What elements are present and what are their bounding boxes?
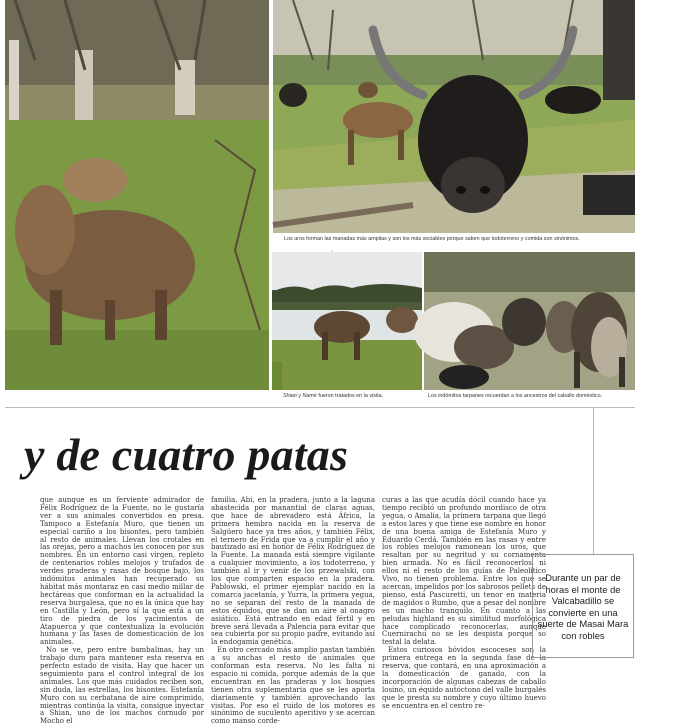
bison-pond-photo bbox=[272, 252, 422, 390]
body-column-1 bbox=[40, 496, 204, 726]
bison-name-namir: Namir bbox=[302, 393, 317, 399]
bison-name-shian: Shian bbox=[283, 393, 297, 399]
bison-herd-photo bbox=[5, 0, 269, 390]
col1-paragraph-2: No se ve, pero entre bambalinas, hay un trabajo duro para mantener esta reserva en perfecto estado de visita. Hay que hacer un seguimiento para el control integral de los animales. Los que más cuidados reciben son, sin duda, las estrellas, los bisontes. Estefanía Muro con su cerbatana de aire comprimido, mientras continúa la visita, consigue inyectar a Shian, uno de los machos cornudo por Mocho el bbox=[40, 646, 204, 726]
col1-paragraph-1: que aunque es un ferviente admirador de Félix Rodríguez de la Fuente, no le gustaría ver a sus animales convertidos en presa. Tampoco a Estefanía Muro, que tienen un especial cariño a los bisontes, pero también al resto de animales. Llevan los crotales en las orejas, pero a machos les conocen por sus nombres. En un entorno casi virgen, repleto de centenarios robles melojos y trufados de verdes praderas y rasas de bosque bajo, los indómitos animales han recuperado su hábitat más montaraz en casi medio millar de hectáreas que conforman en la actualidad la reserva burgalesa, que no es la única que hay en Castilla y León, pero sí la que está a un tiro de piedra de los yacimientos de Atapuerca y que contextualiza la evolución humana y las fases de domesticación de los animales. bbox=[40, 496, 204, 647]
caption-rest: fueron tratados en la visita. bbox=[316, 393, 384, 399]
horses-caption: Los indómitos tarpanes recuerdan a los ancestros del caballo doméstico. bbox=[428, 393, 603, 399]
headline: y de cuatro patas bbox=[24, 429, 349, 480]
col2-paragraph-2: En otro cercado más amplio pastan también a su anchas el resto de animales que conforman esta reserva. No les falta ni espacio ni comida, porque además de la que encuentran en las praderas y los bosques tienen otra suplementaria que se les aporta diariamente y también aprovechando las visitas. Por eso el ruido de los motores es sinónimo de suculento aperitivo y se acercan como manso corde- bbox=[211, 646, 375, 726]
horizontal-divider bbox=[5, 407, 635, 408]
caption-and: y bbox=[296, 393, 303, 399]
pull-quote: Durante un par de horas el monte de Valcabadillo se convierte en una suerte de Masai Mara con robles bbox=[532, 554, 634, 658]
body-column-3 bbox=[382, 496, 546, 710]
tarpan-horses-photo bbox=[424, 252, 635, 390]
col3-paragraph-2: Estos curiosos bóvidos escoceses son la primera entrega en la segunda fase de la reserva, que contará, en una aproximación a la domesticación de ganado, con la incorporación de algunas cabezas de caballo losino, un équido autóctono del valle burgalés que le presta su nombre y cuyo último huevo se encuentra en el centro re- bbox=[382, 646, 546, 710]
bison-names-caption bbox=[283, 393, 423, 400]
col2-paragraph-1: familia. Abi, en la pradera, junto a la laguna abastecida por manantial de claras aguas, que hace de abrevadero está África, la primera hembra nacida en la reserva de Salgüero hace ya tres años, y también Félix, el ternero de Frida que va a cumplir el año y bautizado así en honor de Félix Rodríguez de la Fuente. La manada está siempre vigilante a cualquier movimiento, a los todoterreno, y también al ir y venir de los przewalski, con los que comparten espacio en la pradera. Pablowski, el primer ejemplar nacido en la comarca jacetanía, y Yurra, la primera yegua, no se separan del resto de la manada de estos équidos, que se dan un aire al onagro asiático. Está entrando en edad fértil y en breve será llevada a Palencia para evitar que sea cubierta por su propio padre, evitando así la endogamia genética. bbox=[211, 496, 375, 647]
uros-photo bbox=[273, 0, 635, 233]
column-divider-right bbox=[593, 408, 594, 554]
body-column-2 bbox=[211, 496, 375, 726]
uros-caption: Los uros forman las manadas más amplias y son los más sociables porque saben que todoterreno y comida son sinónimos. bbox=[284, 236, 580, 242]
col3-paragraph-1: curas a las que acudía dócil cuando hace ya tiempo recibió un profundo mordisco de otra yegua, o Amalia, la primera tarpana que llegó a estos lares y que tiene ese nombre en honor de una buena amiga de Estefanía Muro y Eduardo Cerdá. También en las rasas y entre los robles melojos ramonean los uros, que resaltan por su negritud y su cornamenta bien armada. No es fácil reconocerlos, ni ellos ni el resto de los guías de Paleolítico Vivo, no tienen problema. Entre los que se acercan, impelidos por los sabrosos pellets de pienso, está Pascuretti, un tenor en materia de magidos o Rumbo, que a pesar del nombre es un macho tranquilo. En cuanto a las peludas highland es su similitud morfológica hace complicado reconocerlas, aunque Cuernirachu no se les despista porque so testal la delata. bbox=[382, 496, 546, 647]
